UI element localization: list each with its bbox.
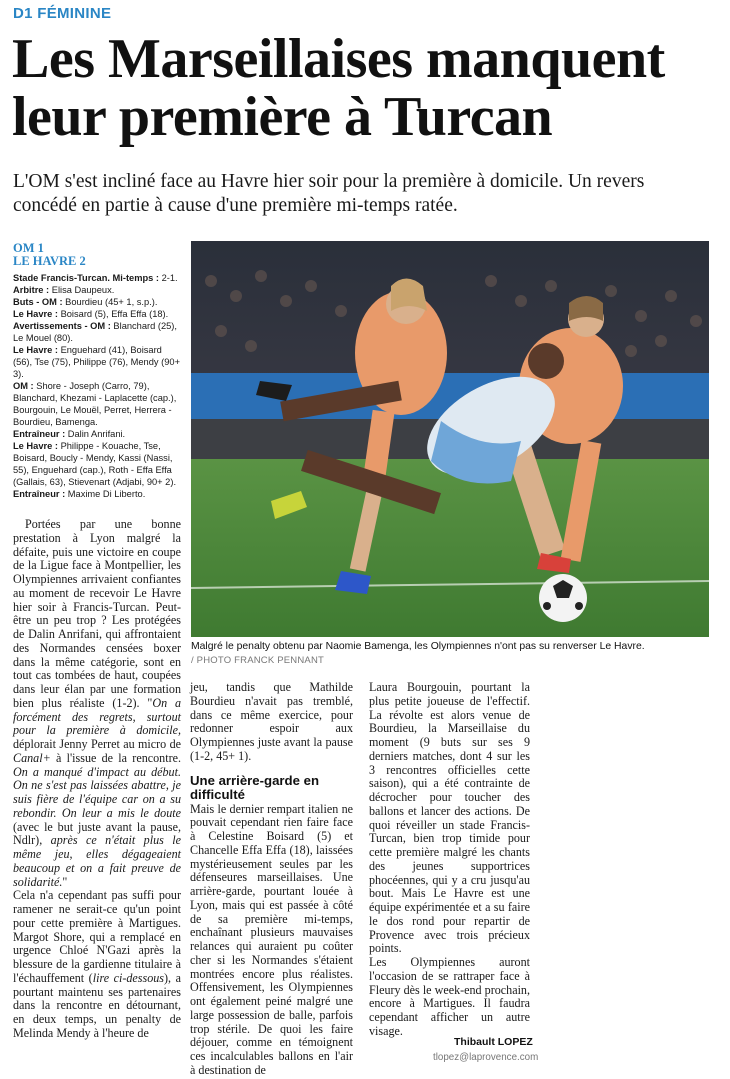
score-line-label: Buts - OM : xyxy=(13,297,63,307)
quote: après ce n'était plus le même jeu, elles dégageaient beaucoup et on a fait preuve de solidarité. xyxy=(13,833,181,889)
paragraph xyxy=(13,518,181,889)
score-line-label: Entraîneur : xyxy=(13,429,66,439)
quote: On a forcément des regrets, surtout pour la première à domicile, xyxy=(13,695,181,738)
score-team-away: LE HAVRE 2 xyxy=(13,254,86,268)
score-line-goals-havre xyxy=(13,308,183,320)
paragraph: Laura Bourgouin, pourtant la plus petite joueuse de l'effectif. La révolte est alors venue de Bourdieu, la Marseillaise du moment (9 buts sur ses 9 derniers matches, dont 4 sur les 3 rencontres officielles cette saison), qui a été contrainte de décrocher pour toucher des ballons et lancer des actions. De quoi réveiller un stade Francis-Turcan, bien trop timide pour cette première malgré les chants des jeunes supportrices phocéennes, qui y a cru jusqu'au bout. Mais Le Havre est une équipe expérimentée et a su faire le dos rond pour repartir de Provence avec trois précieux points. xyxy=(369,680,530,956)
score-line-cards-havre xyxy=(13,344,183,380)
photo-credit: / PHOTO FRANCK PENNANT xyxy=(191,655,325,666)
score-line-label: Arbitre : xyxy=(13,285,50,295)
article-headline: Les Marseillaises manquent leur première à Turcan xyxy=(12,28,665,148)
score-line-lineup-om xyxy=(13,380,183,428)
article-lead: L'OM s'est incliné face au Havre hier soir pour la première à domicile. Un revers concédé en partie à cause d'une première mi-temps ratée. xyxy=(13,171,645,216)
score-team-home: OM 1 xyxy=(13,241,44,255)
article-column-3 xyxy=(369,681,530,1039)
score-line-referee xyxy=(13,284,183,296)
text-run: " xyxy=(62,874,68,889)
media-name: Canal+ xyxy=(13,750,51,765)
score-line-label: OM : xyxy=(13,381,34,391)
score-line-text: Dalin Anrifani. xyxy=(67,429,126,439)
score-line-label: Entraîneur : xyxy=(13,489,66,499)
author-email: tlopez@laprovence.com xyxy=(433,1052,539,1063)
score-line-text: Shore - Joseph (Carro, 79), Blanchard, Khezami - Laplacette (cap.), Bourgouin, Le Mouël, Perret, Herrera - Bourdieu, Bamenga. xyxy=(13,381,177,427)
score-line-coach-havre xyxy=(13,488,183,500)
score-line-label: Le Havre : xyxy=(13,441,58,451)
score-line-goals-om xyxy=(13,296,183,308)
score-line-text: Philippe - Kouache, Tse, Boisard, Boucly - Mendy, Kassi (Nassi, 55), Enguehard (cap.), Roth - Effa Effa (Gallais, 63), Stievenart (Adjabi, 90+ 2). xyxy=(13,441,177,487)
paragraph xyxy=(13,889,181,1040)
score-line-text: Bourdieu (45+ 1, s.p.). xyxy=(65,297,158,307)
match-scorebox xyxy=(13,242,183,500)
score-teams xyxy=(13,242,183,268)
score-line-text: Boisard (5), Effa Effa (18). xyxy=(60,309,169,319)
article-column-1 xyxy=(13,518,181,1041)
paragraph: Mais le dernier rempart italien ne pouvait cependant rien faire face à Celestine Boisard (5) et Chancelle Effa Effa (18), laissées mystérieusement seules par les défenseures marseillaises. Une arrière-garde, pourtant louée à Lyon, mais qui est passée à côté de sa première mi-temps, enchaînant plusieurs mauvaises relances qui auraient pu coûter cher si les Normandes s'étaient montrées encore plus réalistes. Offensivement, les Olympiennes ont également peiné malgré une large possession de balle, parfois trop stérile. De quoi les faire déjouer, comme en témoignent ces incalculables ballons en l'air à destination de xyxy=(190,801,353,1077)
score-line-text: 2-1. xyxy=(161,273,178,283)
score-line-lineup-havre xyxy=(13,440,183,488)
paragraph: Les Olympiennes auront l'occasion de se rattraper face à Fleury dès le week-end prochain, encore à Martigues. Il faudra cependant afficher un autre visage. xyxy=(369,955,530,1038)
score-line-label: Avertissements - OM : xyxy=(13,321,111,331)
match-photo xyxy=(191,241,709,637)
score-line-cards-om xyxy=(13,320,183,344)
photo-caption: Malgré le penalty obtenu par Naomie Bamenga, les Olympiennes n'ont pas su renverser Le Havre. xyxy=(191,641,645,652)
football xyxy=(539,574,587,622)
section-rubric: D1 FÉMININE xyxy=(13,5,112,22)
cross-reference: lire ci-dessous xyxy=(92,970,165,985)
score-line-label: Le Havre : xyxy=(13,309,58,319)
quote: On a manqué d'impact au début. On ne s'est pas laissées abattre, je suis fière de l'équipe car on a su rebondir. On leur a mis le doute xyxy=(13,764,181,820)
score-line-label: Stade Francis-Turcan. Mi-temps : xyxy=(13,273,160,283)
author-signature: Thibault LOPEZ xyxy=(454,1036,533,1048)
score-line-text: Blanchard (25), Le Mouel (80). xyxy=(13,321,177,343)
text-run: à l'issue de la rencontre. xyxy=(50,750,181,765)
score-line-venue xyxy=(13,272,183,284)
text-run: (avec le but juste avant la pause, Ndlr), xyxy=(13,819,181,848)
text-run: Portées par une bonne prestation à Lyon malgré la défaite, puis une victoire en coupe de la Ligue face à Montpellier, les Olympiennes arrivaient confiantes au moment de recevoir Le Havre hier soir à Francis-Turcan. Peut-être un peu trop ? Les protégées de Dalin Anrifani, qui affrontaient des Normandes censées boxer dans la même catégorie, sont en tout cas tombées de haut, coupées dans leur élan par une formation bien plus réaliste (1-2). " xyxy=(13,517,181,710)
paragraph: jeu, tandis que Mathilde Bourdieu n'avait pas tremblé, dans ce même exercice, pour redonner espoir aux Olympiennes juste avant la pause (1-2, 45+ 1). xyxy=(190,680,353,763)
text-run: ), a pourtant maintenu ses partenaires dans la rencontre en détournant, en deux temps, un penalty de Melinda Mendy à l'heure de xyxy=(13,970,181,1040)
match-photo-illustration xyxy=(191,241,709,637)
text-run: Cela n'a cependant pas suffi pour ramener ne serait-ce qu'un point pour cette première à Martigues. Margot Shore, qui a remplacé en urgence Chloé N'Gazi après la blessure de la gardienne titulaire à l'échauffement ( xyxy=(13,888,181,985)
score-line-text: Maxime Di Liberto. xyxy=(67,489,146,499)
article-column-2 xyxy=(190,681,353,1078)
text-run: déplorait Jenny Perret au micro de xyxy=(13,737,181,751)
score-line-coach-om xyxy=(13,428,183,440)
article-subhead: Une arrière-garde en difficulté xyxy=(190,772,319,802)
score-line-text: Elisa Daupeux. xyxy=(51,285,115,295)
score-line-text: Enguehard (41), Boisard (56), Tse (75), Philippe (76), Mendy (90+ 3). xyxy=(13,345,180,379)
score-line-label: Le Havre : xyxy=(13,345,58,355)
pitch xyxy=(191,459,709,637)
